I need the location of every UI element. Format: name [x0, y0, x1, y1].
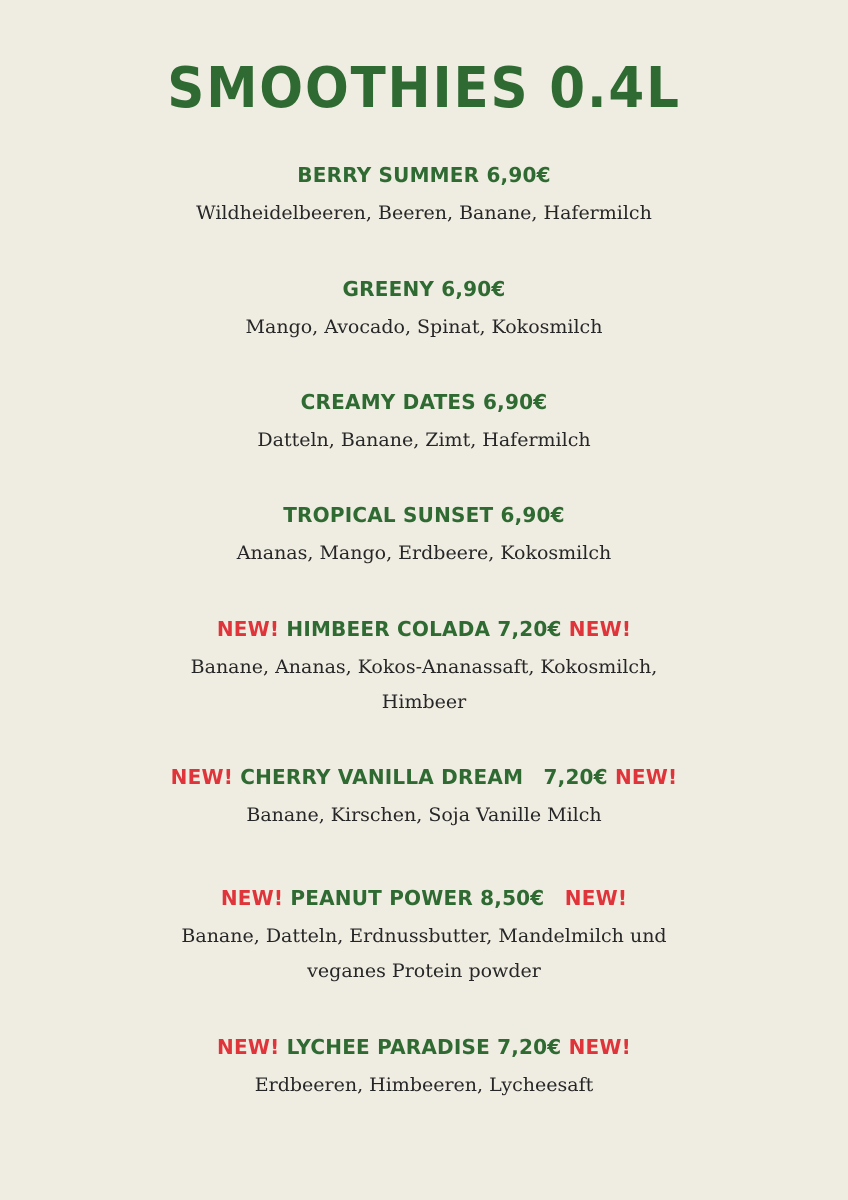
new-badge: NEW!	[564, 886, 628, 910]
menu-item-creamy-dates	[0, 387, 848, 458]
item-name: TROPICAL SUNSET	[283, 503, 494, 527]
item-heading	[0, 387, 848, 417]
item-description-line: veganes Protein powder	[307, 960, 541, 982]
item-price: 7,20€	[497, 617, 562, 641]
item-description-line: Datteln, Banane, Zimt, Hafermilch	[257, 429, 591, 451]
item-price: 6,90€	[483, 390, 548, 414]
menu-item-berry-summer	[0, 160, 848, 231]
item-name: BERRY SUMMER	[297, 163, 480, 187]
item-name: PEANUT POWER	[290, 886, 473, 910]
item-description-line: Banane, Datteln, Erdnussbutter, Mandelmilch und	[181, 925, 667, 947]
item-description-line: Banane, Ananas, Kokos-Ananassaft, Kokosmilch,	[190, 656, 658, 678]
item-heading	[0, 883, 848, 913]
item-description	[0, 919, 848, 989]
menu-item-peanut-power	[0, 883, 848, 989]
item-description-line: Ananas, Mango, Erdbeere, Kokosmilch	[236, 542, 612, 564]
new-badge: NEW!	[170, 765, 234, 789]
item-description-line: Erdbeeren, Himbeeren, Lycheesaft	[254, 1074, 594, 1096]
item-description	[0, 650, 848, 720]
item-name: CREAMY DATES	[300, 390, 476, 414]
new-badge: NEW!	[614, 765, 678, 789]
item-price: 7,20€	[497, 1035, 562, 1059]
menu-title: SMOOTHIES 0.4L	[167, 56, 681, 121]
menu-item-himbeer-colada	[0, 614, 848, 720]
item-description	[0, 310, 848, 345]
item-description-line: Wildheidelbeeren, Beeren, Banane, Hafermilch	[196, 202, 652, 224]
item-price: 8,50€	[480, 886, 545, 910]
item-description	[0, 423, 848, 458]
item-price: 6,90€	[486, 163, 551, 187]
new-badge: NEW!	[220, 886, 284, 910]
item-description-line: Banane, Kirschen, Soja Vanille Milch	[246, 804, 602, 826]
item-heading	[0, 274, 848, 304]
item-name: HIMBEER COLADA	[286, 617, 491, 641]
menu-item-lychee-paradise	[0, 1032, 848, 1103]
new-badge: NEW!	[568, 617, 632, 641]
item-heading	[0, 614, 848, 644]
menu-item-tropical-sunset	[0, 500, 848, 571]
menu-item-cherry-vanilla-dream	[0, 762, 848, 833]
new-badge: NEW!	[568, 1035, 631, 1059]
item-heading	[0, 1032, 848, 1062]
item-name: LYCHEE PARADISE	[286, 1035, 490, 1059]
item-description	[0, 196, 848, 231]
menu-item-greeny	[0, 274, 848, 345]
item-description-line: Himbeer	[381, 691, 467, 713]
item-description	[0, 798, 848, 833]
new-badge: NEW!	[216, 617, 280, 641]
item-heading	[0, 762, 848, 792]
item-heading	[0, 160, 848, 190]
item-price: 7,20€	[543, 765, 608, 789]
item-name: GREENY	[342, 277, 435, 301]
item-description	[0, 536, 848, 571]
item-name: CHERRY VANILLA DREAM	[240, 765, 524, 789]
item-heading	[0, 500, 848, 530]
item-description	[0, 1068, 848, 1103]
item-price: 6,90€	[441, 277, 506, 301]
item-price: 6,90€	[500, 503, 565, 527]
new-badge: NEW!	[217, 1035, 280, 1059]
item-description-line: Mango, Avocado, Spinat, Kokosmilch	[245, 316, 603, 338]
